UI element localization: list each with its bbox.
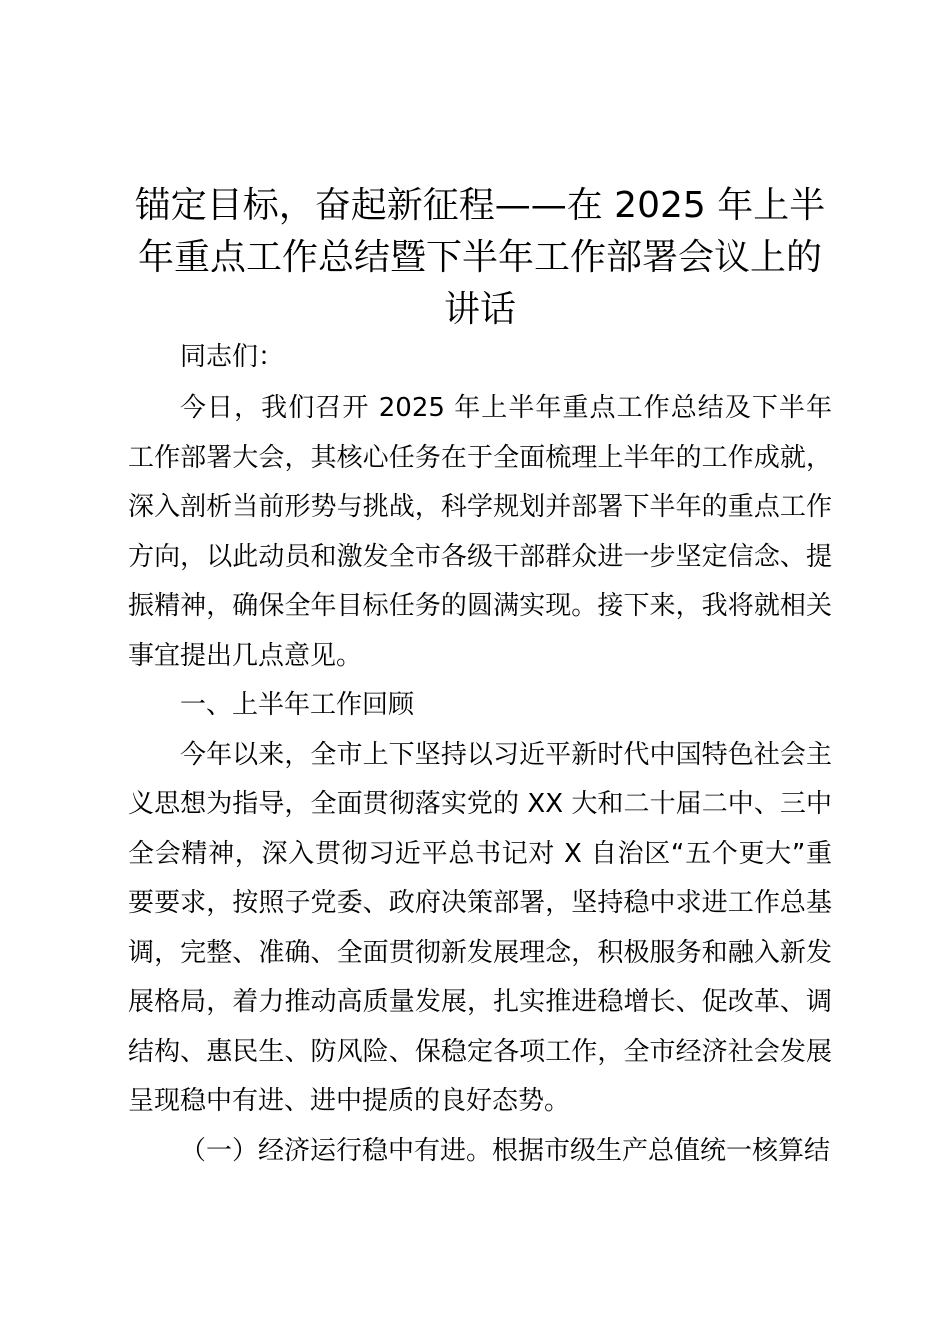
salutation: 同志们： — [180, 342, 285, 372]
review-paragraph: 今年以来，全市上下坚持以习近平新时代中国特色社会主义思想为指导，全面贯彻落实党的 XX 大和二十届二中、三中全会精神，深入贯彻习近平总书记对 X 自治区“五个更大”重要要求，按照子党委、政府决策部署，坚持稳中求进工作总基调，完整、准确、全面贯彻新发展理念，积极服务和融入新发展格局，着力推动高质量发展，扎实推进稳增长、促改革、调结构、惠民生、防风险、保稳定各项工作，全市经济社会发展呈现稳中有进、进中提质的良好态势。 — [128, 739, 832, 1116]
intro-paragraph: 今日，我们召开 2025 年上半年重点工作总结及下半年工作部署大会，其核心任务在于全面梳理上半年的工作成就，深入剖析当前形势与挑战，科学规划并部署下半年的重点工作方向，以此动员和激发全市各级干部群众进一步坚定信念、提振精神，确保全年目标任务的圆满实现。接下来，我将就相关事宜提出几点意见。 — [128, 393, 832, 671]
section-heading: 一、上半年工作回顾 — [180, 690, 415, 720]
subsection-paragraph: （一）经济运行稳中有进。根据市级生产总值统一核算结 — [180, 1135, 831, 1166]
document-title: 锚定目标，奋起新征程——在 2025 年上半年重点工作总结暨下半年工作部署会议上的讲话 — [134, 185, 826, 330]
document-body — [128, 384, 832, 1176]
salutation-block — [128, 333, 832, 383]
